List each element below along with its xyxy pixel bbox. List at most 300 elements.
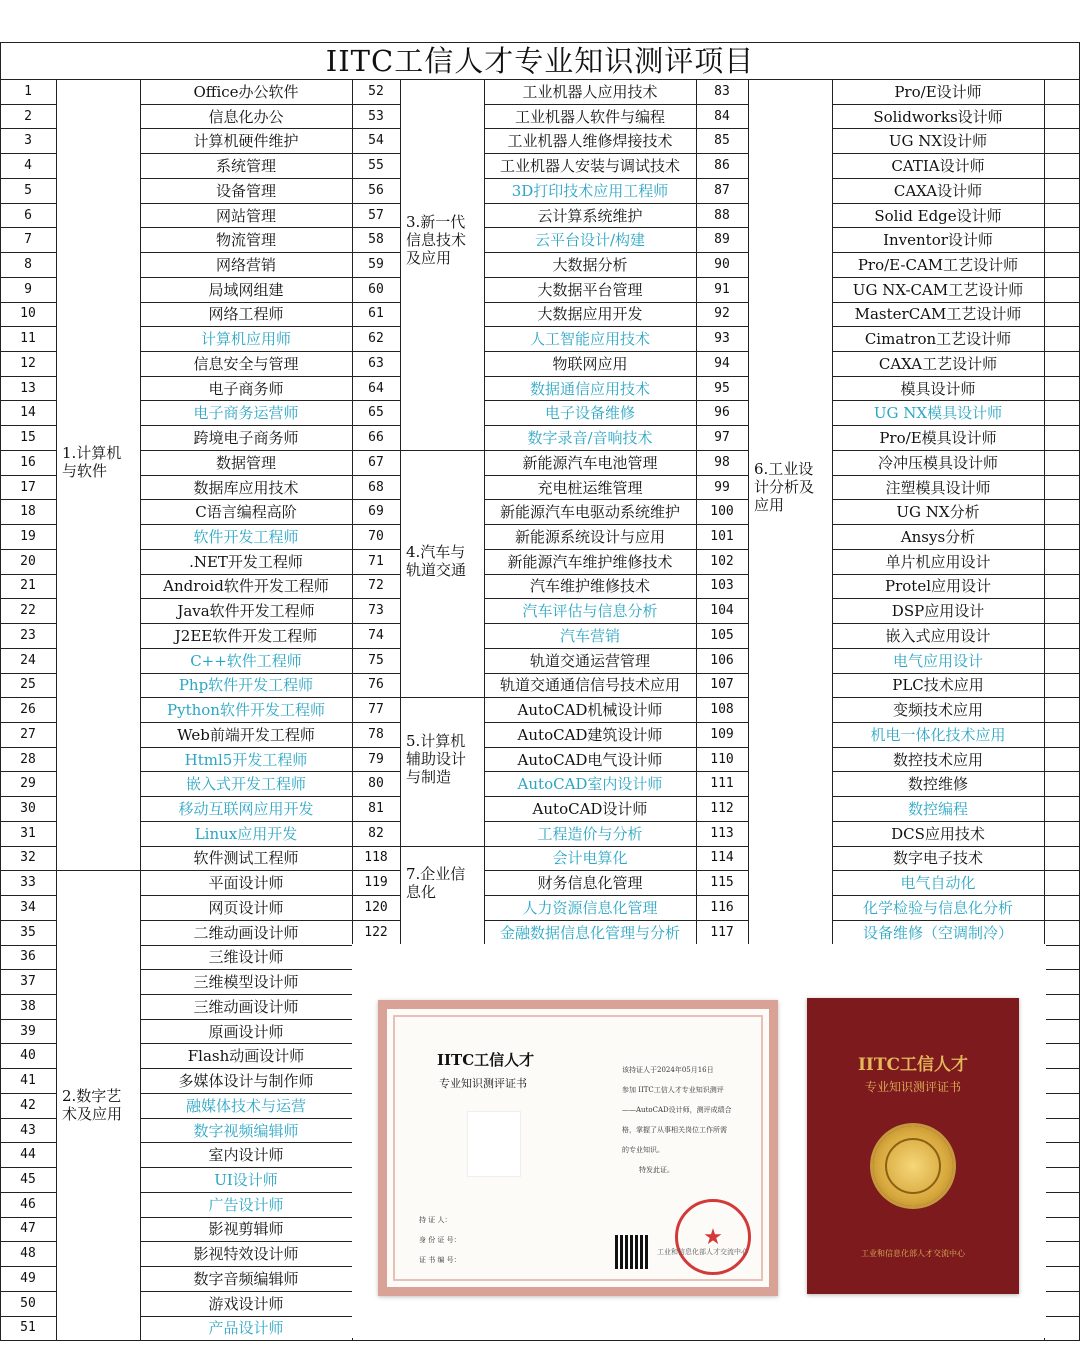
item-name: AutoCAD建筑设计师: [517, 725, 663, 744]
item-name: Web前端开发工程师: [177, 725, 315, 744]
certificate-body-line: ——AutoCAD设计师，测评成绩合: [622, 1106, 732, 1114]
item-name: UG NX-CAM工艺设计师: [852, 280, 1024, 299]
row-divider: [1044, 870, 1080, 871]
item-number: 48: [20, 1246, 36, 1262]
item-number: 81: [368, 801, 384, 817]
item-name: MasterCAM工艺设计师: [854, 305, 1022, 324]
item-number: 94: [714, 355, 730, 371]
item-name: Pro/E模具设计师: [879, 429, 997, 448]
item-name: 信息安全与管理: [193, 354, 299, 373]
item-number: 68: [368, 479, 384, 495]
item-number: 75: [368, 652, 384, 668]
item-name: 3D打印技术应用工程师: [511, 181, 669, 200]
certificate-title: IITC工信人才: [437, 1051, 535, 1069]
item-number: 38: [20, 998, 36, 1014]
item-number: 77: [368, 702, 384, 718]
column-divider: [56, 79, 57, 1340]
item-number: 9: [24, 281, 32, 297]
row-divider: [1044, 326, 1080, 327]
item-number: 76: [368, 677, 384, 693]
row-divider: [1044, 920, 1080, 921]
item-number: 72: [368, 578, 384, 594]
item-name: 汽车维护维修技术: [529, 577, 650, 596]
item-name: 新能源系统设计与应用: [514, 527, 665, 546]
item-number: 47: [20, 1221, 36, 1237]
item-name: 嵌入式开发工程师: [185, 775, 306, 794]
item-number: 35: [20, 924, 36, 940]
item-name: 数据库应用技术: [193, 478, 299, 497]
row-divider: [1044, 450, 1080, 451]
certificate-body-line: 的专业知识。: [622, 1146, 664, 1154]
row-divider: [1044, 128, 1080, 129]
item-name: AutoCAD机械设计师: [517, 701, 663, 720]
item-name: 融媒体技术与运营: [185, 1096, 306, 1115]
item-name: 新能源汽车维护维修技术: [507, 552, 673, 571]
item-number: 41: [20, 1073, 36, 1089]
item-number: 93: [714, 331, 730, 347]
row-divider: [1044, 722, 1080, 723]
certificate-number-field: 证 书 编 号：: [419, 1256, 461, 1264]
item-name: UG NX设计师: [888, 132, 988, 151]
item-name: Html5开发工程师: [184, 750, 308, 769]
item-number: 13: [20, 380, 36, 396]
item-number: 71: [368, 553, 384, 569]
item-number: 44: [20, 1147, 36, 1163]
row-divider: [1044, 1167, 1080, 1168]
item-number: 74: [368, 627, 384, 643]
row-divider: [1044, 598, 1080, 599]
item-number: 32: [20, 850, 36, 866]
item-number: 8: [24, 256, 32, 272]
column-divider: [748, 79, 749, 945]
item-number: 122: [364, 924, 388, 940]
qr-code: [615, 1235, 649, 1269]
item-number: 21: [20, 578, 36, 594]
item-number: 66: [368, 430, 384, 446]
row-divider: [1044, 524, 1080, 525]
item-number: 16: [20, 454, 36, 470]
category-label: 1.计算机 与软件: [62, 444, 122, 481]
item-name: 网络营销: [215, 255, 276, 274]
star-icon: ★: [703, 1224, 723, 1250]
holder-field: 持 证 人：: [419, 1216, 452, 1224]
row-divider: [1044, 1093, 1080, 1094]
row-divider: [1044, 549, 1080, 550]
item-number: 39: [20, 1023, 36, 1039]
row-divider: [1044, 178, 1080, 179]
item-name: 金融数据信息化管理与分析: [499, 923, 680, 942]
item-number: 52: [368, 83, 384, 99]
item-number: 3: [24, 133, 32, 149]
item-name: 新能源汽车电驱动系统维护: [499, 503, 680, 522]
item-name: CATIA设计师: [891, 157, 985, 176]
item-name: 设备维修（空调制冷）: [862, 923, 1013, 942]
item-number: 64: [368, 380, 384, 396]
item-number: 42: [20, 1097, 36, 1113]
certificate-document: [378, 1000, 778, 1296]
column-divider: [400, 79, 401, 945]
row-divider: [1044, 104, 1080, 105]
item-name: 三维设计师: [208, 948, 284, 967]
item-name: 影视剪辑师: [208, 1220, 284, 1239]
item-number: 105: [710, 627, 734, 643]
cover-subtitle: 专业知识测评证书: [864, 1080, 961, 1094]
item-name: 工业机器人维修焊接技术: [507, 132, 673, 151]
item-name: 人工智能应用技术: [529, 330, 650, 349]
row-divider: [1044, 1217, 1080, 1218]
item-name: C语言编程高阶: [195, 503, 297, 522]
item-number: 107: [710, 677, 734, 693]
row-divider: [1044, 1192, 1080, 1193]
row-divider: [1044, 1068, 1080, 1069]
row-divider: [1044, 153, 1080, 154]
row-divider: [1044, 227, 1080, 228]
item-number: 86: [714, 158, 730, 174]
certificate-cover: [807, 998, 1019, 1294]
item-name: Pro/E-CAM工艺设计师: [857, 255, 1019, 274]
item-number: 45: [20, 1171, 36, 1187]
item-number: 60: [368, 281, 384, 297]
item-number: 88: [714, 207, 730, 223]
item-name: Protel应用设计: [885, 577, 991, 596]
item-number: 109: [710, 726, 734, 742]
row-divider: [1044, 697, 1080, 698]
row-divider: [1044, 895, 1080, 896]
row-divider: [1044, 400, 1080, 401]
category-label: 7.企业信 息化: [406, 864, 466, 901]
item-number: 49: [20, 1270, 36, 1286]
item-name: PLC技术应用: [892, 676, 984, 695]
item-number: 20: [20, 553, 36, 569]
row-divider: [1044, 994, 1080, 995]
row-divider: [1044, 574, 1080, 575]
item-name: J2EE软件开发工程师: [174, 626, 318, 645]
item-name: 软件开发工程师: [193, 527, 299, 546]
row-divider: [1044, 796, 1080, 797]
item-name: 数控技术应用: [892, 750, 983, 769]
item-number: 84: [714, 108, 730, 124]
row-divider: [1044, 302, 1080, 303]
row-divider: [1044, 1241, 1080, 1242]
item-name: DSP应用设计: [891, 602, 985, 621]
row-divider: [1044, 1266, 1080, 1267]
item-number: 30: [20, 801, 36, 817]
item-number: 67: [368, 454, 384, 470]
item-name: 三维动画设计师: [193, 997, 299, 1016]
item-name: 网站管理: [215, 206, 276, 225]
item-number: 82: [368, 825, 384, 841]
item-number: 23: [20, 627, 36, 643]
item-name: 新能源汽车电池管理: [522, 453, 658, 472]
item-name: 软件测试工程师: [193, 849, 299, 868]
id-field: 身 份 证 号：: [419, 1236, 461, 1244]
item-name: 人力资源信息化管理: [522, 898, 658, 917]
item-number: 98: [714, 454, 730, 470]
row-divider: [56, 870, 140, 871]
row-divider: [0, 1340, 1080, 1341]
item-name: 计算机硬件维护: [193, 132, 299, 151]
item-name: Java软件开发工程师: [177, 602, 315, 621]
item-number: 96: [714, 405, 730, 421]
item-name: Flash动画设计师: [187, 1047, 305, 1066]
item-name: 数控维修: [907, 775, 968, 794]
item-name: Inventor设计师: [883, 231, 993, 250]
item-name: 云平台设计/构建: [534, 231, 646, 250]
item-name: 工程造价与分析: [537, 824, 643, 843]
item-number: 50: [20, 1295, 36, 1311]
item-name: 变频技术应用: [892, 701, 983, 720]
item-number: 46: [20, 1196, 36, 1212]
red-seal: [675, 1199, 751, 1275]
item-number: 108: [710, 702, 734, 718]
item-number: 24: [20, 652, 36, 668]
item-name: 单片机应用设计: [885, 552, 991, 571]
item-number: 116: [710, 899, 734, 915]
item-name: AutoCAD设计师: [532, 800, 648, 819]
item-number: 18: [20, 504, 36, 520]
item-number: 25: [20, 677, 36, 693]
item-name: CAXA设计师: [893, 181, 983, 200]
item-name: 大数据平台管理: [537, 280, 643, 299]
item-name: 会计电算化: [552, 849, 628, 868]
row-divider: [1044, 475, 1080, 476]
item-name: Solid Edge设计师: [874, 206, 1002, 225]
item-number: 17: [20, 479, 36, 495]
item-number: 102: [710, 553, 734, 569]
row-divider: [1044, 1043, 1080, 1044]
item-name: 多媒体设计与制作师: [178, 1072, 314, 1091]
item-number: 63: [368, 355, 384, 371]
row-divider: [0, 42, 1080, 43]
item-number: 69: [368, 504, 384, 520]
issuer-name: 工业和信息化部人才交流中心: [657, 1248, 748, 1256]
item-number: 120: [364, 899, 388, 915]
item-name: 物流管理: [215, 231, 276, 250]
item-name: 电气自动化: [900, 874, 976, 893]
item-name: AutoCAD电气设计师: [517, 750, 663, 769]
item-number: 10: [20, 306, 36, 322]
item-name: 数字录音/音响技术: [527, 429, 653, 448]
item-name: Linux应用开发: [194, 824, 298, 843]
item-number: 87: [714, 182, 730, 198]
item-number: 28: [20, 751, 36, 767]
item-number: 73: [368, 603, 384, 619]
row-divider: [1044, 376, 1080, 377]
item-name: UI设计师: [214, 1170, 278, 1189]
item-name: 电子设备维修: [544, 404, 635, 423]
certificate-body-line: 特发此证。: [639, 1166, 674, 1174]
item-number: 111: [710, 776, 734, 792]
row-divider: [1044, 673, 1080, 674]
item-name: DCS应用技术: [891, 824, 985, 843]
item-number: 112: [710, 801, 734, 817]
item-number: 34: [20, 899, 36, 915]
item-name: 局域网组建: [208, 280, 284, 299]
item-name: 大数据分析: [552, 255, 628, 274]
item-name: 机电一体化技术应用: [870, 725, 1006, 744]
cover-issuer: 工业和信息化部人才交流中心: [861, 1249, 965, 1258]
certificate-body-line: 参加 IITC工信人才专业知识测评: [622, 1086, 724, 1094]
item-number: 57: [368, 207, 384, 223]
row-divider: [1044, 425, 1080, 426]
item-name: 模具设计师: [900, 379, 976, 398]
item-name: 原画设计师: [208, 1022, 284, 1041]
item-number: 99: [714, 479, 730, 495]
item-name: 电气应用设计: [892, 651, 983, 670]
item-number: 15: [20, 430, 36, 446]
item-name: 平面设计师: [208, 874, 284, 893]
item-number: 114: [710, 850, 734, 866]
item-name: Pro/E设计师: [894, 82, 982, 101]
item-number: 61: [368, 306, 384, 322]
item-number: 70: [368, 528, 384, 544]
item-name: 轨道交通运营管理: [529, 651, 650, 670]
item-name: Ansys分析: [900, 527, 976, 546]
row-divider: [400, 846, 484, 847]
category-label: 5.计算机 辅助设计 与制造: [406, 732, 467, 787]
item-name: Python软件开发工程师: [167, 701, 325, 720]
row-divider: [1044, 1142, 1080, 1143]
row-divider: [400, 450, 484, 451]
item-number: 97: [714, 430, 730, 446]
item-number: 26: [20, 702, 36, 718]
item-number: 62: [368, 331, 384, 347]
item-number: 12: [20, 355, 36, 371]
item-name: 移动互联网应用开发: [178, 800, 314, 819]
item-name: AutoCAD室内设计师: [517, 775, 663, 794]
item-name: 化学检验与信息化分析: [862, 898, 1013, 917]
item-name: C++软件工程师: [190, 651, 302, 670]
item-name: 数字音频编辑师: [193, 1269, 299, 1288]
item-number: 1: [24, 83, 32, 99]
item-number: 55: [368, 158, 384, 174]
item-name: Android软件开发工程师: [163, 577, 329, 596]
item-name: 二维动画设计师: [193, 923, 299, 942]
certificate-body-line: 该持证人于2024年05月16日: [622, 1066, 714, 1074]
item-number: 59: [368, 256, 384, 272]
item-name: 网络工程师: [208, 305, 284, 324]
row-divider: [1044, 203, 1080, 204]
row-divider: [1044, 1291, 1080, 1292]
gold-emblem: [873, 1126, 953, 1206]
item-number: 89: [714, 232, 730, 248]
category-label: 3.新一代 信息技术 及应用: [406, 212, 467, 267]
item-name: 网页设计师: [208, 898, 284, 917]
item-name: 跨境电子商务师: [193, 429, 299, 448]
row-divider: [400, 697, 484, 698]
item-number: 92: [714, 306, 730, 322]
item-number: 80: [368, 776, 384, 792]
item-name: 系统管理: [215, 157, 276, 176]
row-divider: [1044, 252, 1080, 253]
item-number: 85: [714, 133, 730, 149]
item-name: 信息化办公: [208, 107, 284, 126]
photo-placeholder: [467, 1111, 521, 1177]
item-number: 56: [368, 182, 384, 198]
item-number: 104: [710, 603, 734, 619]
item-name: 三维模型设计师: [193, 973, 299, 992]
row-divider: [1044, 945, 1080, 946]
item-number: 119: [364, 875, 388, 891]
row-divider: [1044, 351, 1080, 352]
item-name: 电子商务运营师: [193, 404, 299, 423]
item-name: 财务信息化管理: [537, 874, 643, 893]
item-number: 79: [368, 751, 384, 767]
item-number: 31: [20, 825, 36, 841]
item-name: 云计算系统维护: [537, 206, 643, 225]
item-name: 嵌入式应用设计: [885, 626, 991, 645]
item-number: 53: [368, 108, 384, 124]
item-name: 电子商务师: [208, 379, 284, 398]
item-name: 产品设计师: [208, 1319, 284, 1338]
row-divider: [1044, 846, 1080, 847]
page-title: IITC工信人才专业知识测评项目: [325, 44, 755, 78]
item-number: 90: [714, 256, 730, 272]
item-number: 37: [20, 974, 36, 990]
row-divider: [1044, 1019, 1080, 1020]
item-name: Php软件开发工程师: [178, 676, 314, 695]
category-label: 4.汽车与 轨道交通: [406, 543, 467, 580]
item-name: 数据通信应用技术: [529, 379, 650, 398]
item-number: 100: [710, 504, 734, 520]
item-number: 118: [364, 850, 388, 866]
item-name: 计算机应用师: [200, 330, 291, 349]
row-divider: [1044, 499, 1080, 500]
item-number: 65: [368, 405, 384, 421]
category-label: 6.工业设 计分析及 应用: [754, 460, 815, 515]
item-name: 工业机器人软件与编程: [514, 107, 665, 126]
row-divider: [1044, 648, 1080, 649]
item-name: CAXA工艺设计师: [878, 354, 998, 373]
item-name: Cimatron工艺设计师: [864, 330, 1012, 349]
item-name: 充电桩运维管理: [537, 478, 643, 497]
item-name: 汽车评估与信息分析: [522, 602, 658, 621]
item-name: UG NX模具设计师: [873, 404, 1003, 423]
item-number: 113: [710, 825, 734, 841]
item-number: 103: [710, 578, 734, 594]
item-name: UG NX分析: [896, 503, 980, 522]
item-number: 115: [710, 875, 734, 891]
item-number: 19: [20, 528, 36, 544]
item-number: 110: [710, 751, 734, 767]
item-name: 轨道交通通信信号技术应用: [499, 676, 680, 695]
row-divider: [1044, 1118, 1080, 1119]
item-name: 物联网应用: [552, 354, 628, 373]
item-name: 数字电子技术: [892, 849, 983, 868]
item-name: 数字视频编辑师: [193, 1121, 299, 1140]
item-number: 11: [20, 331, 36, 347]
item-number: 4: [24, 158, 32, 174]
item-name: Solidworks设计师: [873, 107, 1003, 126]
item-name: .NET开发工程师: [189, 552, 303, 571]
item-number: 29: [20, 776, 36, 792]
item-name: 工业机器人安装与调试技术: [499, 157, 680, 176]
row-divider: [1044, 277, 1080, 278]
item-number: 14: [20, 405, 36, 421]
item-number: 91: [714, 281, 730, 297]
item-name: 广告设计师: [208, 1195, 284, 1214]
item-name: 冷冲压模具设计师: [877, 453, 998, 472]
item-name: 游戏设计师: [208, 1294, 284, 1313]
item-number: 51: [20, 1320, 36, 1336]
item-name: 注塑模具设计师: [885, 478, 991, 497]
item-number: 43: [20, 1122, 36, 1138]
item-number: 7: [24, 232, 32, 248]
item-number: 101: [710, 528, 734, 544]
item-name: 设备管理: [215, 181, 276, 200]
item-number: 2: [24, 108, 32, 124]
item-name: 数控编程: [907, 800, 968, 819]
